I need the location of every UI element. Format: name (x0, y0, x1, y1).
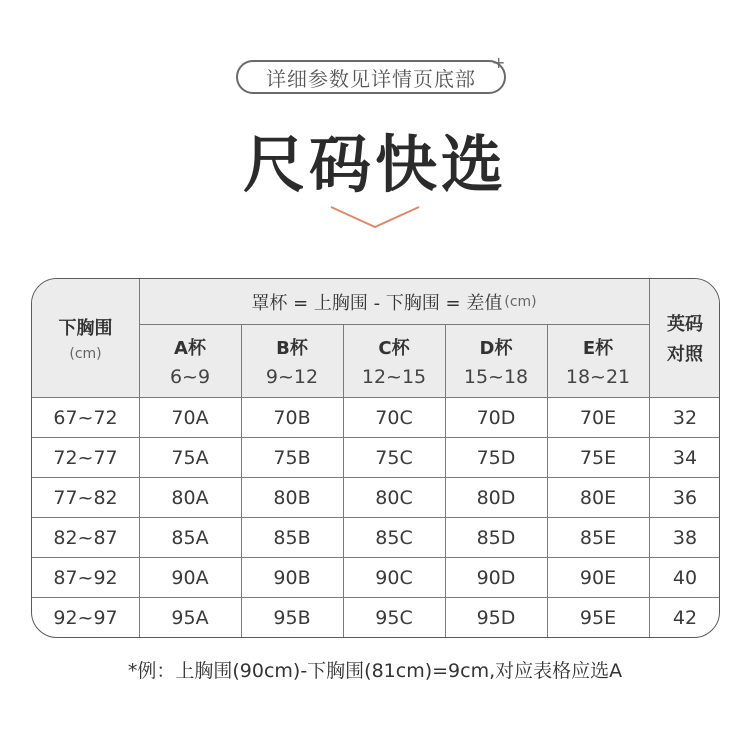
size-cell: 75A (171, 446, 209, 469)
cup-label: A杯 (174, 337, 206, 359)
example-note: *例：上胸围(90cm)-下胸围(81cm)=9cm,对应表格应选A (127, 660, 623, 682)
size-cell: 85A (171, 526, 209, 549)
under-bust-cell: 87~92 (53, 566, 118, 589)
plus-icon: + (492, 53, 506, 72)
size-cell: 80D (476, 486, 516, 509)
size-cell: 80B (273, 486, 311, 509)
size-cell: 80E (579, 486, 617, 509)
size-cell: 75B (273, 446, 311, 469)
cup-label: D杯 (479, 337, 513, 359)
size-cell: 70B (273, 406, 311, 429)
cup-header-b (241, 324, 343, 397)
cup-range: 9~12 (265, 365, 319, 388)
size-cell: 95A (171, 607, 209, 629)
cup-header-c (343, 324, 445, 397)
cup-header-a (139, 324, 241, 397)
size-cell: 70E (579, 406, 617, 429)
cup-range: 15~18 (463, 365, 529, 388)
size-cell: 95D (476, 607, 516, 629)
size-cell: 85C (375, 526, 413, 549)
grid-line (139, 324, 649, 325)
size-cell: 90E (579, 566, 617, 589)
uk-size-cell: 38 (672, 526, 698, 549)
page-title: 尺码快选 (242, 128, 507, 201)
cup-label: C杯 (378, 337, 410, 359)
size-cell: 90D (476, 566, 516, 589)
size-cell: 85B (273, 526, 311, 549)
size-cell: 90B (273, 566, 311, 589)
size-table (31, 278, 720, 638)
size-cell: 95E (579, 607, 617, 629)
under-bust-label: 下胸围 (58, 318, 113, 339)
cup-header-d (445, 324, 547, 397)
formula-unit: (cm) (504, 293, 537, 310)
uk-size-header (649, 279, 720, 397)
uk-label-line1: 英码 (667, 314, 703, 335)
detail-hint-text: 详细参数见详情页底部 (266, 66, 476, 91)
size-cell: 75E (579, 446, 617, 469)
size-cell: 85D (476, 526, 516, 549)
size-cell: 90C (375, 566, 413, 589)
under-bust-cell: 72~77 (53, 446, 118, 469)
cup-range: 12~15 (361, 365, 427, 388)
chevron-down-icon (330, 204, 420, 230)
size-cell: 70C (375, 406, 413, 429)
cup-label: E杯 (582, 337, 614, 359)
size-cell: 90A (171, 566, 209, 589)
uk-size-cell: 40 (672, 566, 698, 589)
under-bust-cell: 67~72 (53, 406, 118, 429)
cup-range: 6~9 (169, 365, 211, 388)
size-cell: 75D (476, 446, 516, 469)
uk-size-cell: 42 (672, 607, 698, 629)
under-bust-header (32, 279, 139, 397)
detail-hint-pill (236, 60, 506, 94)
under-bust-cell: 77~82 (53, 486, 118, 509)
formula-header (139, 279, 649, 324)
cup-label: B杯 (276, 337, 308, 359)
uk-label-line2: 对照 (667, 344, 703, 365)
uk-size-cell: 34 (672, 446, 698, 469)
cup-header-e (547, 324, 649, 397)
cup-range: 18~21 (565, 365, 631, 388)
size-cell: 80C (375, 486, 413, 509)
uk-size-cell: 32 (672, 406, 698, 429)
size-cell: 85E (579, 526, 617, 549)
size-cell: 70A (171, 406, 209, 429)
size-cell: 80A (171, 486, 209, 509)
size-cell: 95C (375, 607, 413, 629)
size-cell: 70D (476, 406, 516, 429)
size-cell: 95B (273, 607, 311, 629)
under-bust-unit: (cm) (69, 346, 102, 362)
size-cell: 75C (375, 446, 413, 469)
under-bust-cell: 92~97 (53, 607, 118, 629)
uk-size-cell: 36 (672, 486, 698, 509)
formula-text: 罩杯 = 上胸围 - 下胸围 = 差值 (251, 292, 503, 314)
under-bust-cell: 82~87 (53, 526, 118, 549)
